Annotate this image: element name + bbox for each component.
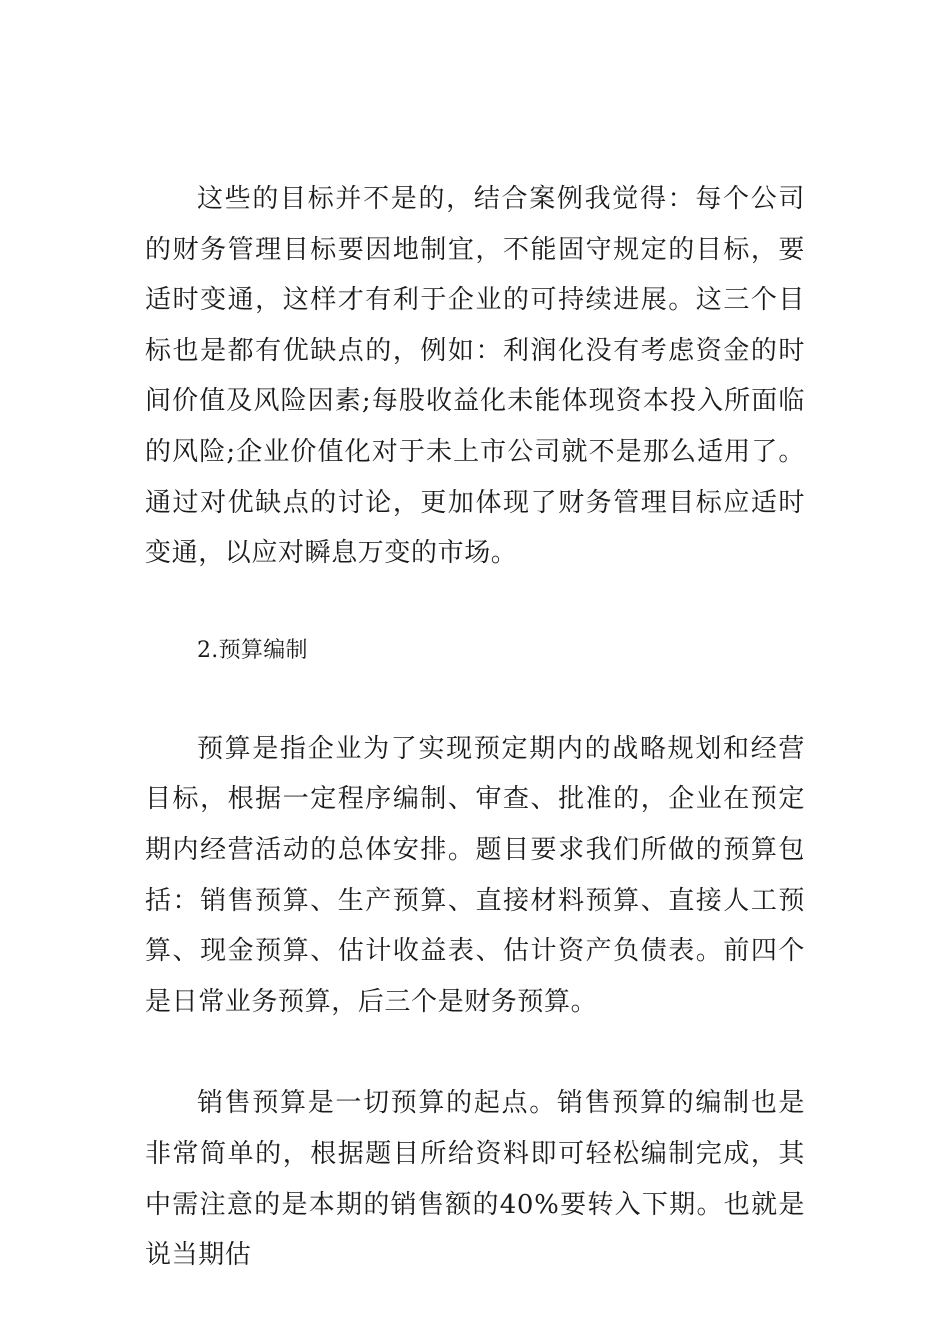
body-paragraph-budget-definition: 预算是指企业为了实现预定期内的战略规划和经营目标，根据一定程序编制、审查、批准的，企业在预定期内经营活动的总体安排。题目要求我们所做的预算包括：销售预算、生产预算、直接材料预算、直接人工预算、现金预算、估计收益表、估计资产负债表。前四个是日常业务预算，后三个是财务预算。 xyxy=(145,733,805,1017)
section-heading-budget: 2.预算编制 xyxy=(197,637,308,663)
body-paragraph-financial-goals: 这些的目标并不是的，结合案例我觉得：每个公司的财务管理目标要因地制宜，不能固守规定的目标，要适时变通，这样才有利于企业的可持续进展。这三个目标也是都有优缺点的，例如：利润化没有考虑资金的时间价值及风险因素;每股收益化未能体现资本投入所面临的风险;企业价值化对于未上市公司就不是那么适用了。通过对优缺点的讨论，更加体现了财务管理目标应适时变通，以应对瞬息万变的市场。 xyxy=(145,184,805,569)
document-page xyxy=(145,174,805,1281)
body-paragraph-sales-budget: 销售预算是一切预算的起点。销售预算的编制也是非常简单的，根据题目所给资料即可轻松编制完成，其中需注意的是本期的销售额的40%要转入下期。也就是说当期估 xyxy=(145,1088,805,1271)
